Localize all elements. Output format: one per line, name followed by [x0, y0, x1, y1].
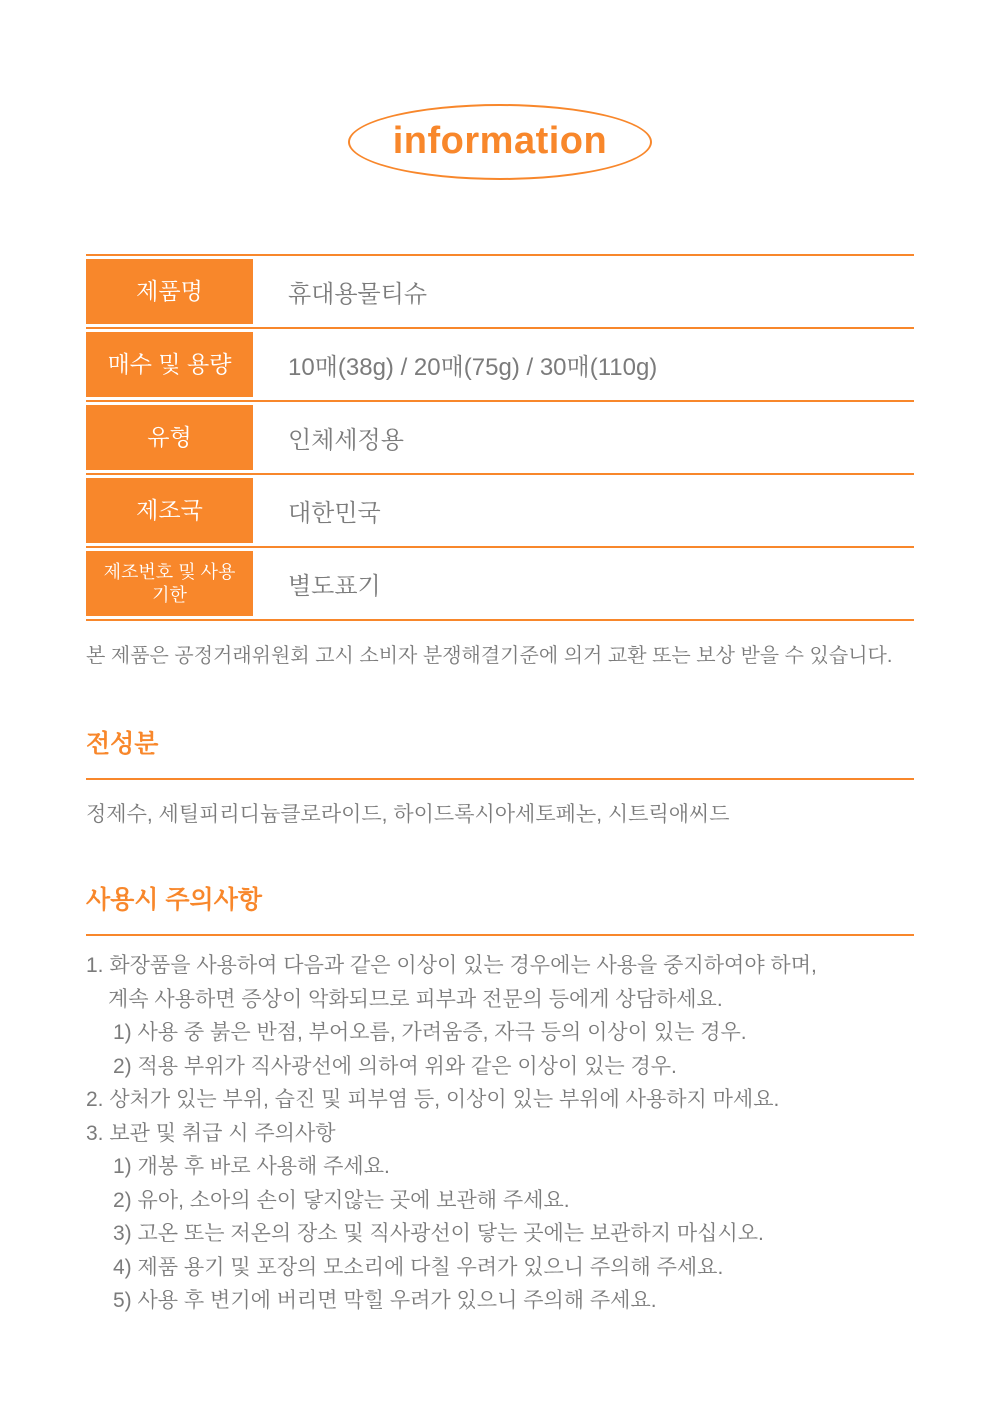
- row-label-lot-expiry: 제조번호 및 사용기한: [86, 551, 253, 616]
- precaution-item: 5) 사용 후 변기에 버리면 막힐 우려가 있으니 주의해 주세요.: [113, 1289, 657, 1313]
- precaution-item: 3) 고온 또는 저온의 장소 및 직사광선이 닿는 곳에는 보관하지 마십시오.: [113, 1222, 764, 1246]
- precaution-item: 1) 사용 중 붉은 반점, 부어오름, 가려움증, 자극 등의 이상이 있는 경우.: [113, 1021, 747, 1045]
- section-ingredients: [86, 729, 914, 829]
- ingredients-text: 정제수, 세틸피리디늄클로라이드, 하이드록시아세토페논, 시트릭애씨드: [86, 803, 730, 826]
- row-value-product-name: 휴대용물티슈: [288, 281, 428, 308]
- disclaimer-text: 본 제품은 공정거래위원회 고시 소비자 분쟁해결기준에 의거 교환 또는 보상 받을 수 있습니다.: [86, 645, 893, 667]
- table-row: [86, 548, 914, 619]
- row-label-count-volume: 매수 및 용량: [86, 332, 253, 397]
- precaution-item: 3. 보관 및 취급 시 주의사항: [86, 1121, 336, 1145]
- row-value-type: 인체세정용: [288, 427, 404, 454]
- precaution-item: 2) 유아, 소아의 손이 닿지않는 곳에 보관해 주세요.: [113, 1188, 570, 1212]
- page-title: information: [392, 120, 608, 162]
- precaution-list: [86, 949, 914, 1318]
- row-value-count-volume: 10매(38g) / 20매(75g) / 30매(110g): [288, 354, 658, 381]
- precautions-heading: 사용시 주의사항: [86, 886, 262, 915]
- precaution-item: 2. 상처가 있는 부위, 습진 및 피부염 등, 이상이 있는 부위에 사용하지 마세요.: [86, 1088, 780, 1112]
- row-label-type: 유형: [86, 405, 253, 470]
- information-title-oval: [348, 104, 652, 180]
- row-label-country: 제조국: [86, 478, 253, 543]
- table-row: [86, 402, 914, 475]
- row-value-lot-expiry: 별도표기: [288, 573, 381, 600]
- ingredients-heading: 전성분: [86, 730, 159, 758]
- table-row: [86, 475, 914, 548]
- precaution-item: 1. 화장품을 사용하여 다음과 같은 이상이 있는 경우에는 사용을 중지하여야 하며,: [86, 954, 817, 978]
- table-row: [86, 256, 914, 329]
- row-label-product-name: 제품명: [86, 259, 253, 324]
- section-divider: [86, 934, 914, 936]
- section-divider: [86, 778, 914, 780]
- row-value-country: 대한민국: [288, 500, 381, 527]
- precaution-item: 4) 제품 용기 및 포장의 모소리에 다칠 우려가 있으니 주의해 주세요.: [113, 1255, 724, 1279]
- section-precautions: [86, 885, 914, 1318]
- precaution-item: 계속 사용하면 증상이 악화되므로 피부과 전문의 등에게 상담하세요.: [108, 987, 723, 1011]
- precaution-item: 1) 개봉 후 바로 사용해 주세요.: [113, 1155, 390, 1179]
- product-info-table: [86, 254, 914, 621]
- table-row: [86, 329, 914, 402]
- precaution-item: 2) 적용 부위가 직사광선에 의하여 위와 같은 이상이 있는 경우.: [113, 1054, 677, 1078]
